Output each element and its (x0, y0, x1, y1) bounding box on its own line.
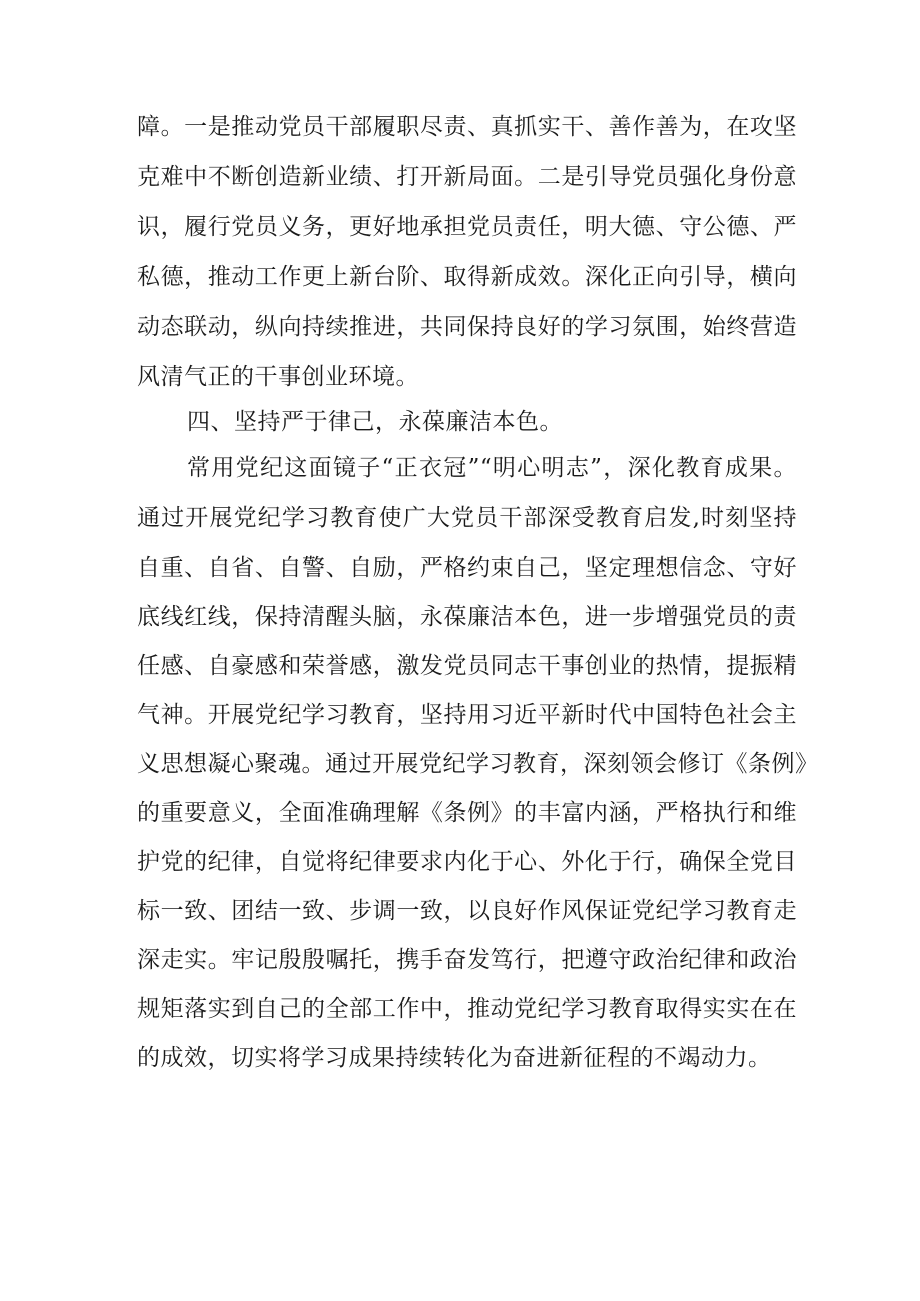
paragraph-2-line: 规矩落实到自己的全部工作中，推动党纪学习教育取得实实在在 (137, 996, 797, 1022)
section-heading: 四、坚持严于律己，永葆廉洁本色。 (187, 409, 563, 435)
paragraph-1-line: 识，履行党员义务，更好地承担党员责任，明大德、守公德、严 (137, 214, 797, 240)
paragraph-2-line: 任感、自豪感和荣誉感，激发党员同志干事创业的热情，提振精 (137, 653, 797, 679)
paragraph-2-line: 通过开展党纪学习教育使广大党员干部深受教育启发,时刻坚持 (137, 505, 797, 531)
paragraph-2-line: 的重要意义，全面准确理解《条例》的丰富内涵，严格执行和维 (137, 800, 797, 826)
paragraph-2-line: 常用党纪这面镜子“正衣冠”“明心明志”，深化教育成果。 (187, 455, 797, 481)
paragraph-1-line: 克难中不断创造新业绩、打开新局面。二是引导党员强化身份意 (137, 164, 797, 190)
paragraph-1-line: 私德，推动工作更上新台阶、取得新成效。深化正向引导，横向 (137, 264, 797, 290)
paragraph-2-line: 的成效，切实将学习成果持续转化为奋进新征程的不竭动力。 (137, 1045, 772, 1071)
paragraph-2-line: 护党的纪律，自觉将纪律要求内化于心、外化于行，确保全党目 (137, 849, 797, 875)
paragraph-1-line: 障。一是推动党员干部履职尽责、真抓实干、善作善为，在攻坚 (137, 114, 797, 140)
paragraph-2-line: 底线红线，保持清醒头脑，永葆廉洁本色，进一步增强党员的责 (137, 604, 797, 630)
paragraph-2-line: 义思想凝心聚魂。通过开展党纪学习教育，深刻领会修订《条例》 (137, 751, 819, 777)
paragraph-1-line: 风清气正的干事创业环境。 (137, 364, 419, 390)
paragraph-2-line: 自重、自省、自警、自励，严格约束自己，坚定理想信念、守好 (137, 555, 797, 581)
paragraph-2-line: 深走实。牢记殷殷嘱托，携手奋发笃行，把遵守政治纪律和政治 (137, 947, 797, 973)
paragraph-1-line: 动态联动，纵向持续推进，共同保持良好的学习氛围，始终营造 (137, 314, 797, 340)
paragraph-2-line: 标一致、团结一致、步调一致，以良好作风保证党纪学习教育走 (137, 898, 797, 924)
paragraph-2-line: 气神。开展党纪学习教育，坚持用习近平新时代中国特色社会主 (137, 702, 797, 728)
